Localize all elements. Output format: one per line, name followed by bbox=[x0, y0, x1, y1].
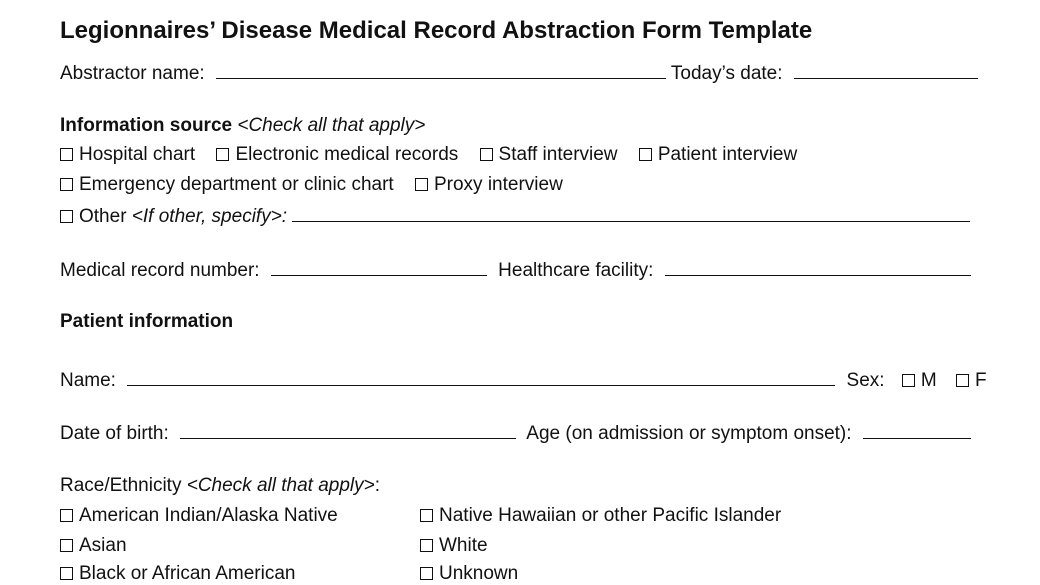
record-row bbox=[60, 258, 971, 282]
checkbox[interactable] bbox=[60, 148, 73, 161]
option-proxy-interview[interactable] bbox=[415, 174, 563, 196]
abstractor-row bbox=[60, 61, 978, 85]
mrn-label: Medical record number: bbox=[60, 260, 260, 281]
race-colon: : bbox=[374, 475, 381, 496]
option-label: White bbox=[439, 535, 488, 556]
patient-name-field[interactable] bbox=[127, 368, 835, 386]
mrn-field[interactable] bbox=[271, 258, 487, 276]
patient-info-heading: Patient information bbox=[60, 311, 234, 332]
race-instruction: <Check all that apply> bbox=[186, 475, 375, 496]
option-american-indian[interactable] bbox=[60, 505, 338, 526]
checkbox[interactable] bbox=[60, 509, 73, 522]
race-row-3 bbox=[60, 563, 960, 585]
form-title: Legionnaires’ Disease Medical Record Abstraction Form Template bbox=[60, 17, 813, 44]
facility-label: Healthcare facility: bbox=[498, 260, 654, 281]
option-label: Black or African American bbox=[79, 563, 296, 584]
option-label: Staff interview bbox=[498, 144, 618, 165]
checkbox[interactable] bbox=[956, 374, 969, 387]
checkbox[interactable] bbox=[639, 148, 652, 161]
info-source-instruction: <Check all that apply> bbox=[237, 115, 426, 136]
checkbox[interactable] bbox=[420, 509, 433, 522]
option-patient-interview[interactable] bbox=[639, 144, 797, 166]
option-label: Patient interview bbox=[657, 144, 798, 165]
option-label: Proxy interview bbox=[433, 174, 563, 195]
race-row-2 bbox=[60, 535, 960, 557]
option-other[interactable] bbox=[60, 206, 127, 227]
option-label: Hospital chart bbox=[79, 144, 196, 165]
age-label: Age (on admission or symptom onset): bbox=[526, 423, 852, 444]
info-source-heading: Information source bbox=[60, 115, 233, 136]
sex-m-label: M bbox=[920, 370, 937, 391]
abstractor-name-label: Abstractor name: bbox=[60, 63, 205, 84]
option-label: Native Hawaiian or other Pacific Islander bbox=[439, 505, 782, 526]
sex-option-f[interactable] bbox=[956, 370, 987, 391]
race-label: Race/Ethnicity bbox=[60, 475, 182, 496]
option-black[interactable] bbox=[60, 563, 295, 584]
option-asian[interactable] bbox=[60, 535, 127, 556]
option-staff-interview[interactable] bbox=[480, 144, 618, 166]
checkbox[interactable] bbox=[480, 148, 493, 161]
patient-name-label: Name: bbox=[60, 370, 116, 391]
other-specify-label: <If other, specify>: bbox=[131, 206, 288, 227]
sex-option-m[interactable] bbox=[902, 370, 937, 391]
option-label: American Indian/Alaska Native bbox=[79, 505, 338, 526]
dob-row bbox=[60, 421, 971, 445]
checkbox[interactable] bbox=[60, 539, 73, 552]
info-source-heading-row bbox=[60, 115, 425, 137]
info-source-row-2 bbox=[60, 174, 579, 196]
option-ed-chart[interactable] bbox=[60, 174, 394, 196]
sex-f-label: F bbox=[974, 370, 987, 391]
checkbox[interactable] bbox=[216, 148, 229, 161]
info-source-row-3 bbox=[60, 204, 970, 228]
checkbox[interactable] bbox=[420, 567, 433, 580]
option-hospital-chart[interactable] bbox=[60, 144, 195, 166]
checkbox[interactable] bbox=[60, 210, 73, 223]
option-white[interactable] bbox=[420, 535, 488, 557]
sex-label: Sex: bbox=[846, 370, 885, 391]
option-label: Unknown bbox=[439, 563, 519, 584]
todays-date-label: Today’s date: bbox=[670, 63, 783, 84]
checkbox[interactable] bbox=[415, 178, 428, 191]
todays-date-field[interactable] bbox=[794, 61, 978, 79]
facility-field[interactable] bbox=[665, 258, 971, 276]
checkbox[interactable] bbox=[60, 567, 73, 580]
dob-field[interactable] bbox=[180, 421, 516, 439]
checkbox[interactable] bbox=[420, 539, 433, 552]
option-hawaiian[interactable] bbox=[420, 505, 781, 527]
race-heading-row bbox=[60, 475, 380, 497]
dob-label: Date of birth: bbox=[60, 423, 169, 444]
option-label: Asian bbox=[79, 535, 127, 556]
option-emr[interactable] bbox=[216, 144, 458, 166]
age-field[interactable] bbox=[863, 421, 971, 439]
option-unknown[interactable] bbox=[420, 563, 518, 585]
info-source-row-1 bbox=[60, 144, 813, 166]
race-row-1 bbox=[60, 505, 960, 527]
option-label: Other bbox=[79, 206, 127, 227]
other-specify-field[interactable] bbox=[292, 204, 970, 222]
checkbox[interactable] bbox=[902, 374, 915, 387]
patient-name-row bbox=[60, 368, 987, 392]
checkbox[interactable] bbox=[60, 178, 73, 191]
option-label: Electronic medical records bbox=[235, 144, 459, 165]
option-label: Emergency department or clinic chart bbox=[79, 174, 394, 195]
abstractor-name-field[interactable] bbox=[216, 61, 666, 79]
